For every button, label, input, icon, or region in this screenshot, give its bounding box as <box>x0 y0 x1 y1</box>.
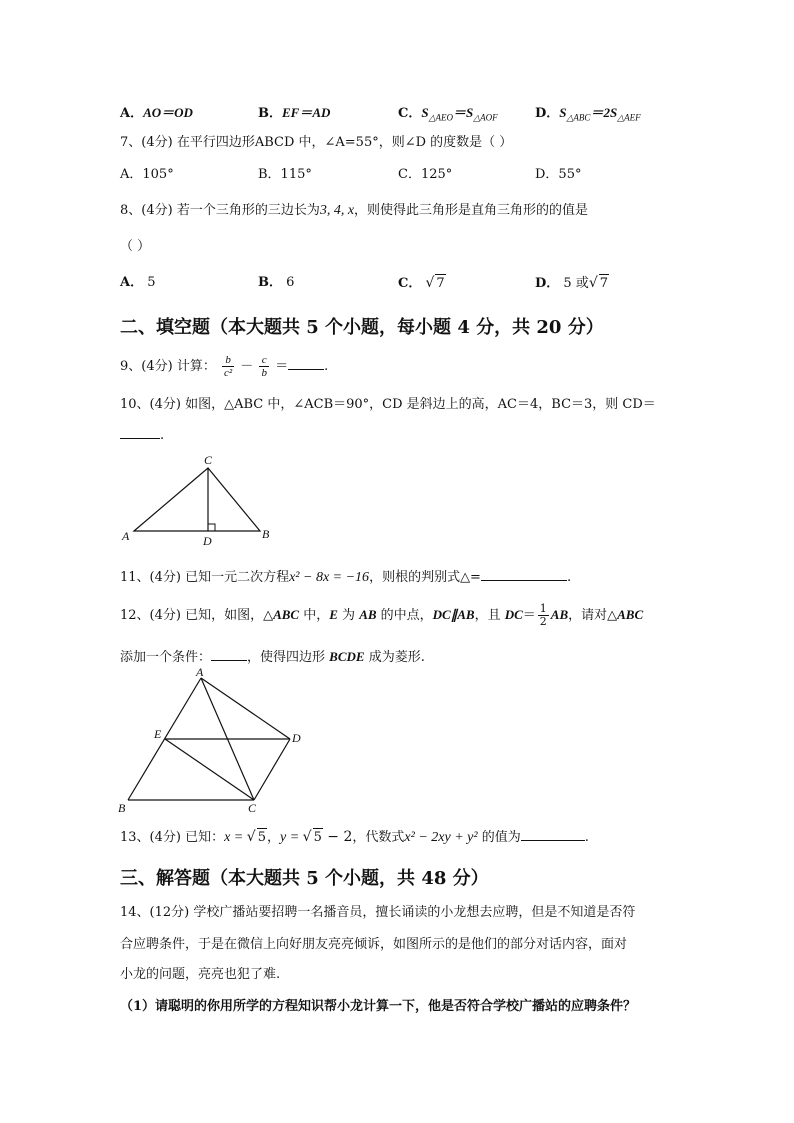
q9-fraction-2: $\frac{c}{b}$ <box>261 354 267 379</box>
q12-label-b: B <box>118 801 126 815</box>
q8-option-b: B． 6 <box>258 275 295 290</box>
q10-triangle-figure <box>118 452 278 548</box>
q14-line-1: 14、(12分) 学校广播站要招聘一名播音员，擅长诵读的小龙想去应聘，但是不知道是否符 <box>120 905 636 920</box>
q7-option-d: D．55° <box>535 167 582 182</box>
q6-option-d: D．$S_{\triangle ABC}=2S_{\triangle AEF}$ <box>535 105 641 123</box>
q6-option-b: B．EF＝AD <box>258 105 331 121</box>
section-2-heading: 二、填空题（本大题共 5 个小题，每小题 4 分，共 20 分） <box>120 317 604 338</box>
q11-question: 11、(4分) 已知一元二次方程x² − 8x = −16，则根的判别式△= . <box>120 566 571 587</box>
q8-option-d: D． 5 或√ 7 <box>535 275 609 291</box>
q13-question: 13、(4分) 已知：x = √ 5，y = √ 5 − 2，代数式x² − 2xy + y² 的值为 . <box>120 826 589 847</box>
q13-answer-blank <box>521 826 585 841</box>
q9-answer-blank <box>288 355 324 370</box>
q10-label-b: B <box>262 527 270 541</box>
q8-question: 8、(4分) 若一个三角形的三边长为3, 4, x，则使得此三角形是直角三角形的的值是 <box>120 203 589 218</box>
q7-option-a: A．105° <box>120 167 174 182</box>
q8-paren: （ ） <box>120 239 151 254</box>
q7-option-b: B．115° <box>258 167 312 182</box>
q14-line-3: 小龙的问题，亮亮也犯了难. <box>120 967 281 982</box>
q14-line-2: 合应聘条件，于是在微信上向好朋友亮亮倾诉，如图所示的是他们的部分对话内容，面对 <box>120 937 628 952</box>
q10-question: 10、(4分) 如图，△ABC 中，∠ACB＝90°，CD 是斜边上的高，AC＝4，BC＝3，则 CD＝ <box>120 397 656 412</box>
q12-question-line-1: 12、(4分) 已知，如图，△ABC 中，E 为 AB 的中点，DC∥AB，且 DC＝ $\frac{1}{2}$ AB，请对△ABC <box>120 602 644 628</box>
q12-question-line-2: 添加一个条件： ，使得四边形 BCDE 成为菱形. <box>120 646 425 667</box>
q10-answer-blank <box>120 424 160 439</box>
q9-question: 9、(4分) 计算： $\frac{b}{\text{c²}}$ － $\frac{c}{b}$ ＝ . <box>120 354 329 379</box>
q12-half-fraction: $\frac{1}{2}$ <box>539 602 547 628</box>
q10-label-a: A <box>122 529 130 543</box>
q10-label-c: C <box>204 453 213 467</box>
q12-rhombus-figure <box>114 666 314 816</box>
q10-answer-line: . <box>120 424 164 445</box>
q6-option-c: C．$S_{\triangle AEO}=S_{\triangle AOF}$ <box>398 105 498 123</box>
section-3-heading: 三、解答题（本大题共 5 个小题，共 48 分） <box>120 868 489 889</box>
q12-label-e: E <box>154 727 162 741</box>
q12-label-d: D <box>292 731 301 745</box>
q7-question: 7、(4分) 在平行四边形ABCD 中，∠A=55°，则∠D 的度数是（ ） <box>120 135 513 150</box>
q9-fraction-1: $\frac{b}{\text{c²}}$ <box>223 354 233 379</box>
q8-option-c: C． √ 7 <box>398 275 445 291</box>
q6-option-a: A．AO＝OD <box>120 105 193 121</box>
q10-label-d: D <box>203 534 212 548</box>
q11-answer-blank <box>481 566 567 581</box>
q12-label-a: A <box>196 666 204 679</box>
q7-option-c: C．125° <box>398 167 453 182</box>
q8-option-a: A． 5 <box>120 275 156 290</box>
q12-label-c: C <box>248 801 257 815</box>
q14-part-1: （1）请聪明的你用所学的方程知识帮小龙计算一下，他是否符合学校广播站的应聘条件？ <box>120 999 637 1014</box>
q12-answer-blank <box>211 646 247 661</box>
